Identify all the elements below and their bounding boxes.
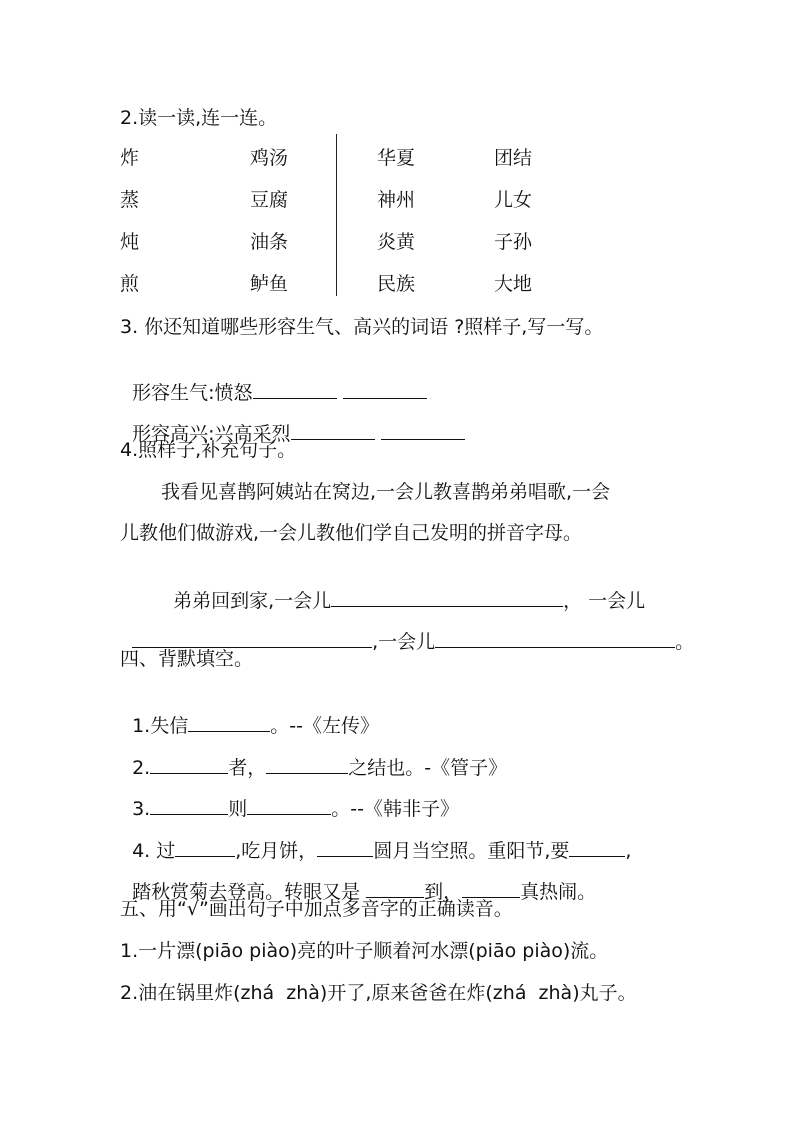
q3-title: 3. 你还知道哪些形容生气、高兴的词语 ?照样子,写一写。 bbox=[120, 316, 604, 338]
match-right-target-1: 团结 bbox=[494, 147, 533, 169]
match-left-word-2: 蒸 bbox=[120, 189, 140, 211]
polyphone-item-1: 1.一片漂(piāo piào)亮的叶子顺着河水漂(piāo piào)流。 bbox=[120, 940, 609, 962]
exercise-yihuier: 一会儿 bbox=[588, 590, 646, 612]
item3-middle: 则 bbox=[228, 798, 248, 820]
item3-blank-2[interactable] bbox=[247, 796, 331, 815]
match-left-target-3: 油条 bbox=[250, 231, 289, 253]
polyphone-item-2: 2.油在锅里炸(zhá zhà)开了,原来爸爸在炸(zhá zhà)丸子。 bbox=[120, 982, 637, 1004]
match-left-word-4: 煎 bbox=[120, 273, 140, 295]
item2-source: 之结也。-《管子》 bbox=[348, 757, 508, 779]
match-left-word-3: 炖 bbox=[120, 231, 140, 253]
angry-label: 形容生气:愤怒 bbox=[132, 382, 253, 404]
section-5-title: 五、用“√”画出句子中加点多音字的正确读音。 bbox=[120, 898, 513, 920]
happy-blank-2[interactable] bbox=[381, 421, 465, 440]
item4-line2-c: 真热闹。 bbox=[520, 881, 597, 903]
item4-line2-a: 踏秋赏菊去登高。转眼又是 bbox=[132, 881, 367, 903]
match-left-target-2: 豆腐 bbox=[250, 189, 289, 211]
item2-middle: 者， bbox=[228, 757, 267, 779]
exercise-yihuier-2: ,一会儿 bbox=[372, 631, 436, 653]
exercise-blank-3[interactable] bbox=[435, 629, 675, 648]
q4-title: 4.照样子,补充句子。 bbox=[120, 439, 297, 461]
item4-blank-5[interactable] bbox=[462, 879, 520, 898]
item4-text-a: ,吃月饼， bbox=[235, 840, 318, 862]
item3-prefix: 3. bbox=[132, 798, 151, 820]
exercise-start: 弟弟回到家,一会儿 bbox=[173, 590, 332, 612]
item1-prefix: 1.失信 bbox=[132, 715, 189, 737]
exercise-comma: ， bbox=[563, 590, 583, 612]
item1-source: 。--《左传》 bbox=[270, 715, 379, 737]
item4-line2-b: 到， bbox=[424, 881, 463, 903]
match-left-target-4: 鲈鱼 bbox=[250, 273, 289, 295]
column-divider bbox=[336, 134, 337, 296]
happy-blank-1[interactable] bbox=[291, 421, 375, 440]
item4-prefix: 4. 过 bbox=[132, 840, 176, 862]
match-right-target-2: 儿女 bbox=[494, 189, 533, 211]
q4-example-line-2: 儿教他们做游戏,一会儿教他们学自己发明的拼音字母。 bbox=[120, 522, 583, 544]
item3-blank-1[interactable] bbox=[150, 796, 228, 815]
match-left-word-1: 炸 bbox=[120, 147, 140, 169]
exercise-period: 。 bbox=[675, 631, 695, 653]
match-right-word-3: 炎黄 bbox=[377, 231, 416, 253]
item4-text-b: 圆月当空照。重阳节,要 bbox=[373, 840, 570, 862]
q2-title: 2.读一读,连一连。 bbox=[120, 107, 278, 129]
q4-example-line-1: 我看见喜鹊阿姨站在窝边,一会儿教喜鹊弟弟唱歌,一会 bbox=[161, 481, 611, 503]
item2-prefix: 2. bbox=[132, 757, 151, 779]
item1-blank[interactable] bbox=[188, 713, 270, 732]
match-left-target-1: 鸡汤 bbox=[250, 147, 289, 169]
exercise-blank-2[interactable] bbox=[132, 629, 372, 648]
match-right-word-2: 神州 bbox=[377, 189, 416, 211]
happy-label: 形容高兴:兴高采烈 bbox=[132, 423, 291, 445]
item3-source: 。--《韩非子》 bbox=[331, 798, 459, 820]
match-right-word-4: 民族 bbox=[377, 273, 416, 295]
item4-blank-4[interactable] bbox=[366, 879, 424, 898]
match-right-target-4: 大地 bbox=[494, 273, 533, 295]
item4-text-c: , bbox=[625, 840, 632, 862]
match-right-word-1: 华夏 bbox=[377, 147, 416, 169]
match-right-target-3: 子孙 bbox=[494, 231, 533, 253]
section-4-title: 四、背默填空。 bbox=[120, 648, 254, 670]
